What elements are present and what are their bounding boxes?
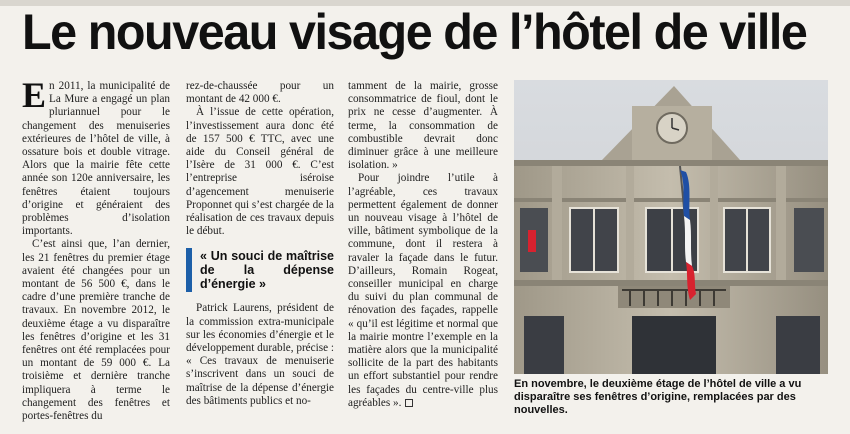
drop-cap: E [22,75,47,115]
article-column-3 [348,80,498,410]
pull-quote: « Un souci de maîtrise de la dépense d’énergie » [186,248,334,292]
photo-caption: En novembre, le deuxième étage de l’hôtel de ville a vu disparaître ses fenêtres d’origine, remplacées par des nouvelles. [514,378,802,416]
article-paragraph: tamment de la mairie, grosse consommatrice de fioul, dont le prix ne cesse d’augmenter. À terme, la consommation de combustible devrait donc diminuer grâce à une meilleure isolation. » [348,80,498,172]
article-paragraph: C’est ainsi que, l’an dernier, les 21 fenêtres du premier étage avaient été changées pour un montant de 56 500 €, dans le cadre d’une première tranche de travaux. En novembre 2012, le deuxième étage a vu disparaître les fenêtres d’origine et les 31 fenêtres ont été remplacées pour un montant de 59 000 €. La troisième et dernière tranche impliquera à terme le changement des fenêtres et portes-fenêtres du [22,238,170,423]
article-paragraph [348,172,498,410]
article-paragraph [22,75,170,238]
article-paragraph: Patrick Laurens, président de la commission extra-municipale sur les économies d’énergie et le développement durable, précise : « Ces travaux de menuiserie s’inscrivent dans un souci de maîtrise de la dépense d’énergie des bâtiments publics et no- [186,302,334,407]
article-column-2 [186,80,334,408]
article-paragraph: rez-de-chaussée pour un montant de 42 000 €. [186,80,334,106]
headline: Le nouveau visage de l’hôtel de ville [22,4,807,60]
article-column-1 [22,75,170,423]
town-hall-photo [514,80,828,374]
end-of-article-mark [405,399,413,407]
paragraph-text: Pour joindre l’utile à l’agréable, ces travaux permettent également de donner un nouveau visage à l’hôtel de ville, bâtiment symbolique de la commune, dont il restera à ravaler la façade dans le futur. D’ailleurs, Romain Rogeat, conseiller municipal en charge du suivi du plan communal de rénovation des façades, rappelle « qu’il est légitime et normal que la mairie montre l’exemple en la matière alors que la municipalité sollicite de la part des habitants un effort substantiel pour rendre les façades du centre-ville plus agréables ». [348,172,498,409]
article-paragraph: À l’issue de cette opération, l’investissement aura donc été de 157 500 € TTC, avec une aide du Conseil général de l’Isère de 31 000 €. C’est l’entreprise iséroise d’agencement menuiserie Proponnet qui s’est chargée de la réalisation de ces travaux depuis le début. [186,106,334,238]
paragraph-text: n 2011, la municipalité de La Mure a engagé un plan pluriannuel pour le changement des menuiseries extérieures de l’hôtel de ville, à ossature bois et double vitrage. Alors que la mairie fête cette année son 120e anniversaire, les fenêtres étaient toujours d’origine et généraient des problèmes d’isolation importants. [22,80,170,238]
